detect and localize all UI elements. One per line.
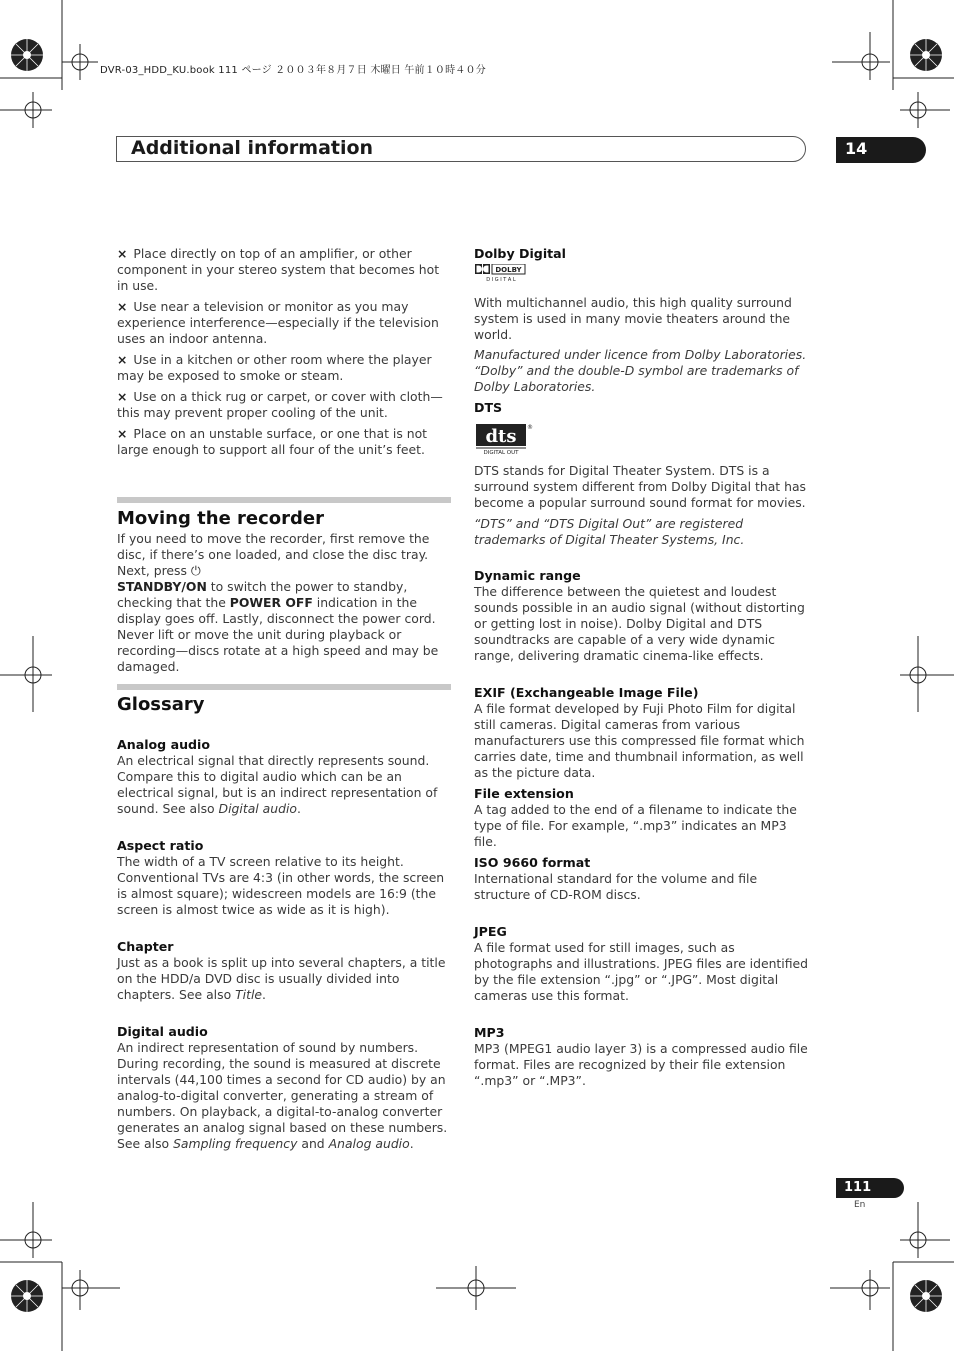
section-title-moving: Moving the recorder (117, 508, 325, 529)
bullet-item: × Place on an unstable surface, or one that is not large enough to support all four of the unit’s feet. (117, 426, 428, 457)
dts-logo-sub: DIGITAL OUT (483, 450, 519, 456)
cross-icon: × (117, 246, 128, 261)
cross-icon: × (117, 299, 128, 314)
dolby-digital-logo (475, 264, 527, 282)
dolby-description: With multichannel audio, this high quality surround system is used in many movie theaters around the world. Manufactured under licence from Dolby Laboratories. “Dolby” and the double-D symbol are trademarks of Dolby Laboratories. (474, 295, 807, 394)
glossary-entry-jpeg: JPEG A file format used for still images, such as photographs and illustrations. JPEG files are identified by the file extension “.jpg” or “.JPG”. Most digital cameras use this format. (474, 924, 809, 1003)
cross-icon: × (117, 426, 128, 441)
dolby-logo-sub: D I G I T A L (486, 277, 516, 282)
cross-icon: × (117, 389, 128, 404)
glossary-entry-file-extension: File extension A tag added to the end of a filename to indicate the type of file. For example, “.mp3” indicates an MP3 file. (474, 786, 797, 849)
print-slug-line: DVR-03_HDD_KU.book 111 ページ ２００３年８月７日 木曜日 午前１０時４０分 (100, 65, 486, 76)
language-code: En (854, 1200, 866, 1210)
moving-paragraph: If you need to move the recorder, first remove the disc, if there’s one loaded, and close the disc tray. Next, press ⏻ STANDBY/ON to switch the power to standby, checking that the POWER OFF indication in the display goes off. Lastly, disconnect the power cord. Never lift or move the unit during playback or recording—discs rotate at a high speed and may be damaged. (117, 531, 439, 674)
glossary-entry-iso-9660: ISO 9660 format International standard for the volume and file structure of CD-ROM discs. (474, 855, 758, 902)
glossary-entry-digital-audio: Digital audio An indirect representation of sound by numbers. During recording, the sound is measured at discrete intervals (44,100 times a second for CD audio) by an analog-to-digital converter, generating a stream of numbers. On playback, a digital-to-analog converter generates an analog signal based on these numbers. See also Sampling frequency and Analog audio. (117, 1024, 448, 1151)
dolby-logo-word: DOLBY (495, 266, 522, 274)
registered-mark-icon: ® (527, 424, 533, 431)
dts-digital-out-logo (475, 422, 533, 456)
bullet-item: × Use near a television or monitor as you may experience interference—especially if the television uses an indoor antenna. (117, 299, 439, 346)
glossary-entry-mp3: MP3 MP3 (MPEG1 audio layer 3) is a compressed audio file format. Files are recognized by their file extension “.mp3” or “.MP3”. (474, 1025, 808, 1088)
glossary-entry-dynamic-range: Dynamic range The difference between the quietest and loudest sounds possible in an audio signal (without distorting or getting lost in noise). Dolby Digital and DTS soundtracks are capable of a very wide dynamic range, delivering dramatic cinema-like effects. (474, 568, 805, 663)
bullet-item: × Use in a kitchen or other room where the player may be exposed to smoke or steam. (117, 352, 432, 383)
section-divider (117, 497, 451, 503)
glossary-entry-exif: EXIF (Exchangeable Image File) A file format developed by Fuji Photo Film for digital still cameras. Digital cameras from various manufacturers use this compressed file format which carries date, time and thumbnail information, as well as the picture data. (474, 685, 805, 780)
glossary-term-dolby: Dolby Digital (474, 246, 566, 261)
caution-bullet-list (117, 246, 451, 463)
glossary-entry-aspect-ratio: Aspect ratio The width of a TV screen relative to its height. Conventional TVs are 4:3 (in other words, the screen is almost square); widescreen models are 16:9 (the screen is almost twice as wide as it is high). (117, 838, 445, 917)
section-divider (117, 684, 451, 690)
glossary-term-dts: DTS (474, 400, 503, 415)
power-icon: ⏻ (190, 563, 201, 578)
glossary-entry-analog-audio: Analog audio An electrical signal that directly represents sound. Compare this to digital audio which can be an electrical signal, but is an indirect representation of sound. See also Digital audio. (117, 737, 438, 816)
glossary-entry-chapter: Chapter Just as a book is split up into several chapters, a title on the HDD/a DVD disc is usually divided into chapters. See also Title. (117, 939, 446, 1002)
page-title: Additional information (131, 137, 374, 159)
dts-logo-word: dts (485, 426, 517, 447)
bullet-item: × Place directly on top of an amplifier, or other component in your stereo system that becomes hot in use. (117, 246, 440, 293)
section-title-glossary: Glossary (117, 694, 205, 715)
chapter-number-badge: 14 (836, 137, 926, 163)
bullet-item: × Use on a thick rug or carpet, or cover with cloth—this may prevent proper cooling of the unit. (117, 389, 443, 420)
dts-description: DTS stands for Digital Theater System. DTS is a surround system different from Dolby Digital that has become a popular surround sound format for movies. “DTS” and “DTS Digital Out” are registered trademarks of Digital Theater Systems, Inc. (474, 463, 806, 547)
cross-icon: × (117, 352, 128, 367)
page-number-badge: 111 (836, 1178, 904, 1198)
